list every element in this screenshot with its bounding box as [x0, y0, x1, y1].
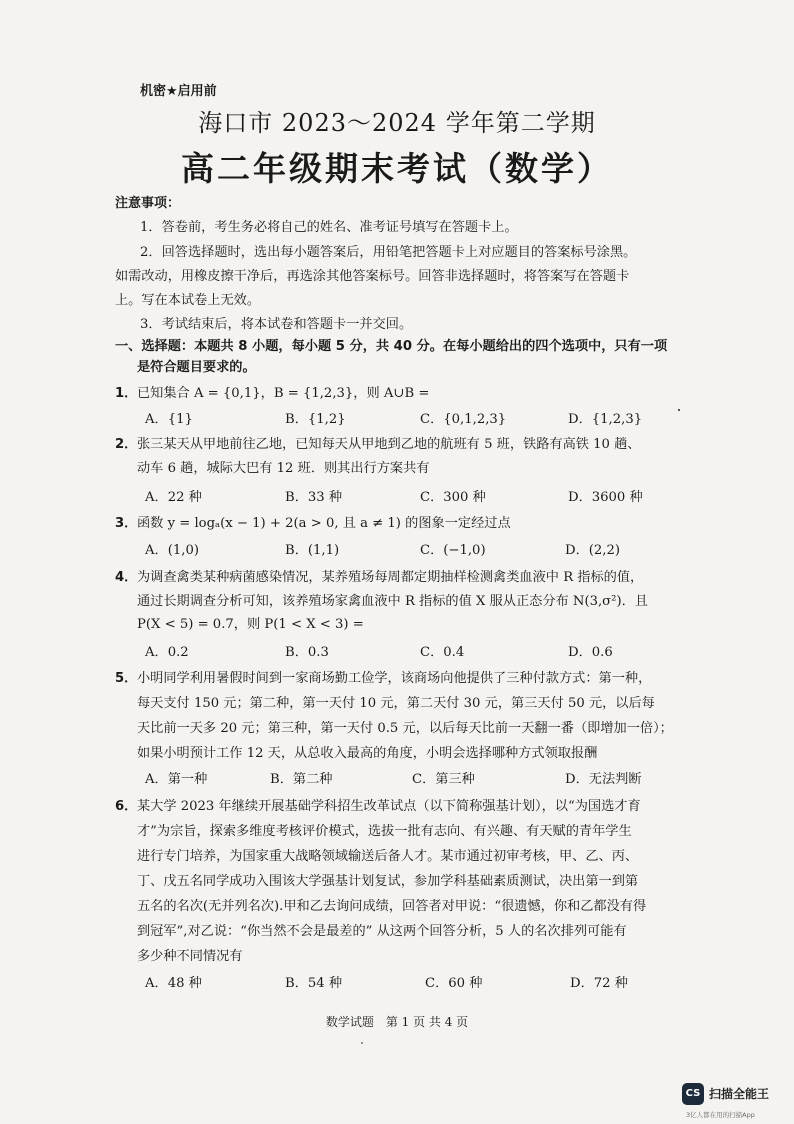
- option-c: C．(−1,0): [420, 543, 486, 558]
- section-heading: 一、选择题：本题共 8 小题，每小题 5 分，共 40 分。在每小题给出的四个选项中，只有一项: [115, 339, 668, 354]
- scan-speck: [678, 409, 680, 411]
- question-text: 某大学 2023 年继续开展基础学科招生改革试点（以下简称强基计划），以“为国选才育: [137, 799, 641, 814]
- option-c: C．{0,1,2,3}: [420, 412, 507, 427]
- question-number: 5．: [115, 671, 138, 686]
- page-footer: 数学试题 第 1 页 共 4 页: [325, 1015, 469, 1029]
- option-d: D．{1,2,3}: [568, 412, 643, 427]
- notice-line-3: 如需改动，用橡皮擦干净后，再选涂其他答案标号。回答非选择题时，将答案写在答题卡: [115, 269, 630, 284]
- watermark-tagline: 3亿人都在用的扫描App: [686, 1111, 755, 1119]
- option-a: A．(1,0): [145, 543, 199, 558]
- question-number: 4．: [115, 570, 138, 585]
- option-d: D．无法判断: [565, 772, 642, 787]
- option-a: A．第一种: [145, 772, 208, 787]
- question-text: 张三某天从甲地前往乙地，已知每天从甲地到乙地的航班有 5 班，铁路有高铁 10 趟、: [137, 437, 641, 452]
- question-text: 天比前一天多 20 元；第三种，第一天付 0.5 元，以后每天比前一天翻一番（即增加一倍）；: [137, 721, 673, 736]
- notice-line-4: 上。写在本试卷上无效。: [115, 293, 261, 308]
- section-heading-cont: 是符合题目要求的。: [137, 360, 256, 375]
- option-c: C．0.4: [420, 645, 465, 660]
- option-b: B．第二种: [270, 772, 333, 787]
- question-number: 1．: [115, 386, 138, 401]
- option-d: D．(2,2): [565, 543, 621, 558]
- option-b: B．54 种: [285, 976, 343, 991]
- option-d: D．3600 种: [568, 490, 643, 505]
- question-text: 五名的名次(无并列名次).甲和乙去询问成绩，回答者对甲说：“很遗憾，你和乙都没有得: [137, 899, 647, 914]
- question-text: 进行专门培养，为国家重大战略领域输送后备人才。某市通过初审考核，甲、乙、丙、: [137, 849, 639, 864]
- option-d: D．72 种: [570, 976, 628, 991]
- scan-speck: [361, 1042, 363, 1044]
- confidential-label: 机密★启用前: [140, 84, 217, 99]
- option-a: A．{1}: [145, 412, 193, 427]
- option-a: A．22 种: [145, 490, 202, 505]
- camscanner-logo-icon: CS: [682, 1083, 704, 1105]
- question-text: 已知集合 A = {0,1}，B = {1,2,3}，则 A∪B =: [137, 386, 430, 401]
- option-c: C．300 种: [420, 490, 486, 505]
- question-text: 到冠军”,对乙说：“你当然不会是最差的” 从这两个回答分析，5 人的名次排列可能有: [137, 924, 627, 939]
- question-text: 每天支付 150 元；第二种，第一天付 10 元，第二天付 30 元，第三天付 50 元，以后每: [137, 696, 655, 711]
- option-c: C．60 种: [425, 976, 483, 991]
- question-text: P(X < 5) = 0.7，则 P(1 < X < 3) =: [137, 617, 364, 632]
- question-number: 3．: [115, 516, 138, 531]
- watermark-app-name: 扫描全能王: [709, 1087, 770, 1101]
- question-number: 6．: [115, 799, 138, 814]
- notice-heading: 注意事项：: [115, 196, 181, 211]
- question-text: 小明同学利用暑假时间到一家商场勤工俭学，该商场向他提供了三种付款方式：第一种，: [137, 671, 652, 686]
- question-text: 动车 6 趟，城际大巴有 12 班．则其出行方案共有: [137, 461, 430, 476]
- question-number: 2．: [115, 437, 138, 452]
- notice-line-5: 3．考试结束后，将本试卷和答题卡一并交回。: [140, 317, 413, 332]
- option-c: C．第三种: [412, 772, 475, 787]
- option-a: A．0.2: [145, 645, 189, 660]
- option-b: B．(1,1): [285, 543, 340, 558]
- question-text: 丁、戊五名同学成功入围该大学强基计划复试，参加学科基础素质测试，决出第一到第: [137, 874, 639, 889]
- question-text: 函数 y = logₐ(x − 1) + 2(a > 0, 且 a ≠ 1) 的图象一定经过点: [137, 516, 511, 531]
- option-b: B．0.3: [285, 645, 329, 660]
- exam-title-line2: 高二年级期末考试（数学）: [181, 149, 613, 188]
- option-d: D．0.6: [568, 645, 613, 660]
- option-b: B．33 种: [285, 490, 343, 505]
- option-b: B．{1,2}: [285, 412, 346, 427]
- notice-line-1: 1．答卷前，考生务必将自己的姓名、准考证号填写在答题卡上。: [140, 220, 518, 235]
- question-text: 如果小明预计工作 12 天，从总收入最高的角度，小明会选择哪种方式领取报酬: [137, 746, 598, 761]
- question-text: 为调查禽类某种病菌感染情况，某养殖场每周都定期抽样检测禽类血液中 R 指标的值，: [137, 570, 644, 585]
- question-text: 多少种不同情况有: [137, 949, 243, 964]
- exam-title-line1: 海口市 2023～2024 学年第二学期: [198, 109, 596, 137]
- notice-line-2: 2．回答选择题时，选出每小题答案后，用铅笔把答题卡上对应题目的答案标号涂黑。: [140, 245, 637, 260]
- option-a: A．48 种: [145, 976, 202, 991]
- question-text: 才”为宗旨，探索多维度考核评价模式，选拔一批有志向、有兴趣、有天赋的青年学生: [137, 824, 632, 839]
- question-text: 通过长期调查分析可知，该养殖场家禽血液中 R 指标的值 X 服从正态分布 N(3,σ²)．且: [137, 594, 648, 609]
